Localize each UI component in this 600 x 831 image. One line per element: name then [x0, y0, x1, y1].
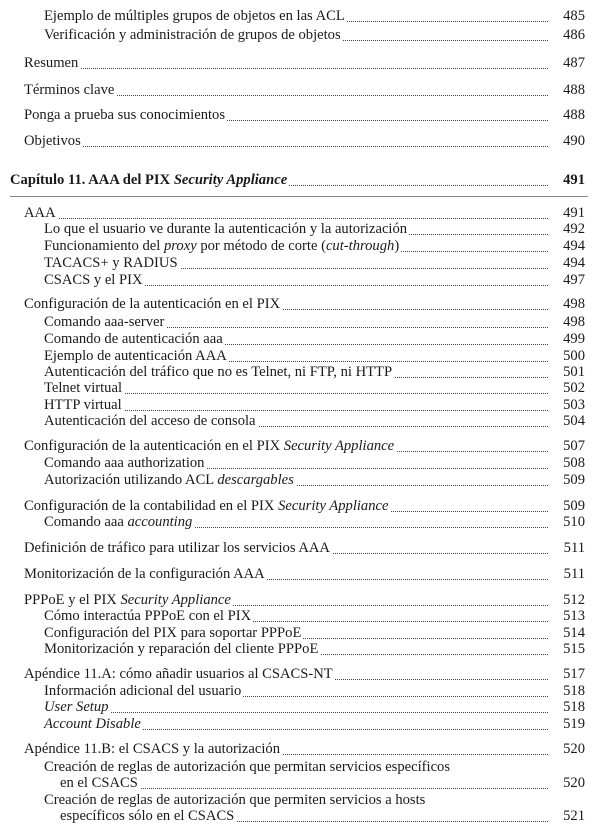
entry-title [60, 775, 140, 791]
toc-entry [24, 133, 585, 150]
toc-entry [24, 438, 585, 455]
toc-entry [24, 666, 585, 683]
page-number: 501 [563, 364, 585, 380]
entry-title-part: Apéndice 11.B: el CSACS y la autorización [24, 741, 281, 757]
entry-title [24, 540, 332, 556]
toc-entry [44, 221, 585, 238]
entry-title-part: User Setup [44, 699, 109, 715]
page-number: 485 [563, 8, 585, 24]
page-number: 490 [563, 133, 585, 149]
page-number: 497 [563, 272, 585, 288]
entry-title-part: Autenticación del acceso de consola [44, 413, 256, 429]
entry-title [44, 314, 166, 330]
toc-entry [44, 683, 585, 700]
toc-entry [60, 808, 585, 825]
page-number: 511 [563, 566, 585, 582]
toc-entry [44, 625, 585, 642]
entry-title-part: Comando de autenticación aaa [44, 331, 223, 347]
toc-entry [24, 296, 585, 313]
entry-title [24, 296, 282, 312]
entry-title [44, 413, 258, 429]
entry-title [24, 741, 282, 757]
page-number: 504 [563, 413, 585, 429]
toc-entry [44, 716, 585, 733]
toc-entry [44, 699, 585, 716]
page-number: 509 [563, 498, 585, 514]
entry-title [10, 172, 289, 188]
toc-entry [60, 775, 585, 792]
toc-entry [44, 413, 585, 430]
entry-title-part: Comando aaa authorization [44, 455, 205, 471]
entry-title [44, 625, 303, 641]
page-number: 519 [563, 716, 585, 732]
toc-entry [44, 472, 585, 489]
toc-entry [44, 8, 585, 25]
page-number: 494 [563, 238, 585, 254]
toc-entry [44, 27, 585, 44]
toc-entry [24, 498, 585, 515]
entry-title [44, 759, 452, 775]
entry-title-part: Funcionamiento del [44, 238, 164, 254]
toc-entry [44, 380, 585, 397]
page-number: 509 [563, 472, 585, 488]
entry-title-part: Configuración de la contabilidad en el PIX [24, 498, 279, 514]
entry-title-part: PPPoE y el PIX [24, 592, 121, 608]
entry-title-part: Security Appliance [283, 438, 395, 454]
entry-title-part: Lo que el usuario ve durante la autenticación y la autorización [44, 221, 408, 237]
page-number: 486 [563, 27, 585, 43]
entry-title-part: Verificación y administración de grupos de objetos [44, 27, 341, 43]
entry-title [44, 455, 206, 471]
page-number: 487 [563, 55, 585, 71]
entry-title-part: Objetivos [24, 133, 81, 149]
page-number: 488 [563, 107, 585, 123]
entry-title-part: AAA [24, 205, 56, 221]
entry-title [44, 364, 394, 380]
entry-title-part: Ejemplo de múltiples grupos de objetos en las ACL [44, 8, 345, 24]
page-number: 502 [563, 380, 585, 396]
toc-entry [24, 566, 585, 583]
entry-title [44, 716, 143, 732]
entry-title-part: Apéndice 11.A: cómo añadir usuarios al CSACS-NT [24, 666, 333, 682]
entry-title-part: por método de corte ( [196, 238, 326, 254]
page-number: 500 [563, 348, 585, 364]
page-number: 512 [563, 592, 585, 608]
entry-title-part: Comando aaa [44, 514, 128, 530]
entry-title-part: Autenticación del tráfico que no es Telnet, ni FTP, ni HTTP [44, 364, 393, 380]
toc-entry [44, 348, 585, 365]
page-number: 517 [563, 666, 585, 682]
entry-title [44, 272, 145, 288]
entry-title-part: Información adicional del usuario [44, 683, 242, 699]
entry-title-part: CSACS y el PIX [44, 272, 143, 288]
page-number: 520 [563, 741, 585, 757]
page-number: 508 [563, 455, 585, 471]
toc-entry [44, 759, 585, 776]
entry-title [24, 82, 116, 98]
page-number: 515 [563, 641, 585, 657]
page-number: 503 [563, 397, 585, 413]
entry-title-part: TACACS+ y RADIUS [44, 255, 178, 271]
entry-title [44, 27, 343, 43]
entry-title-part: Telnet virtual [44, 380, 122, 396]
entry-title-part: Ponga a prueba sus conocimientos [24, 107, 226, 123]
entry-title [44, 348, 229, 364]
toc-entry [24, 107, 585, 124]
entry-title [60, 808, 236, 824]
entry-title [44, 8, 347, 24]
toc-entry [44, 455, 585, 472]
toc-entry [44, 272, 585, 289]
entry-title [24, 107, 227, 123]
entry-title-part: Resumen [24, 55, 79, 71]
entry-title-part: ) [394, 238, 400, 254]
entry-title [24, 438, 396, 454]
page-number: 521 [563, 808, 585, 824]
entry-title [44, 792, 427, 808]
toc-entry [24, 55, 585, 72]
entry-title-part: Ejemplo de autenticación AAA [44, 348, 227, 364]
toc-entry [44, 364, 585, 381]
page-number: 488 [563, 82, 585, 98]
toc-entry [44, 314, 585, 331]
entry-title-part: cut-through [325, 238, 395, 254]
entry-title-part: Términos clave [24, 82, 115, 98]
entry-title-part: Security Appliance [120, 592, 231, 608]
dot-leader [24, 146, 548, 147]
dot-leader [24, 218, 548, 219]
toc-entry [44, 608, 585, 625]
entry-title [44, 472, 296, 488]
entry-title [44, 331, 225, 347]
page-number: 514 [563, 625, 585, 641]
page-number: 518 [563, 683, 585, 699]
entry-title-part: Account Disable [44, 716, 141, 732]
entry-title-part: Configuración del PIX para soportar PPPoE [44, 625, 302, 641]
entry-title [44, 608, 253, 624]
entry-title-part: Security Appliance [173, 172, 288, 188]
chapter-divider [10, 196, 588, 197]
entry-title [24, 55, 80, 71]
toc-entry [44, 397, 585, 414]
entry-title-part: Creación de reglas de autorización que permitan servicios específicos [44, 759, 451, 775]
entry-title [44, 683, 243, 699]
entry-title [44, 221, 409, 237]
entry-title [44, 641, 320, 657]
entry-title-part: específicos sólo en el CSACS [60, 808, 235, 824]
entry-title-part: Definición de tráfico para utilizar los servicios AAA [24, 540, 330, 556]
toc-entry [44, 792, 585, 809]
entry-title-part: Creación de reglas de autorización que permiten servicios a hosts [44, 792, 426, 808]
entry-title-part: descargables [217, 472, 294, 488]
entry-title-part: Configuración de la autenticación en el PIX [24, 438, 284, 454]
page-number: 498 [563, 314, 585, 330]
page-number: 492 [563, 221, 585, 237]
toc-entry [24, 540, 585, 557]
entry-title [24, 205, 58, 221]
entry-title [24, 666, 335, 682]
entry-title [24, 498, 390, 514]
entry-title [24, 592, 233, 608]
toc-entry [24, 741, 585, 758]
entry-title-part: Monitorización y reparación del cliente PPPoE [44, 641, 319, 657]
entry-title [24, 566, 267, 582]
entry-title-part: en el CSACS [60, 775, 138, 791]
toc-entry [44, 641, 585, 658]
entry-title [44, 238, 401, 254]
toc-entry [44, 331, 585, 348]
toc-entry [24, 205, 585, 222]
toc-entry [44, 238, 585, 255]
entry-title [44, 699, 110, 715]
entry-title [44, 255, 180, 271]
entry-title-part: Configuración de la autenticación en el PIX [24, 296, 281, 312]
page-number: 511 [563, 540, 585, 556]
page-number: 510 [563, 514, 585, 530]
entry-title-part: HTTP virtual [44, 397, 122, 413]
entry-title-part: Monitorización de la configuración AAA [24, 566, 265, 582]
entry-title-part: Security Appliance [278, 498, 389, 514]
entry-title-part: proxy [163, 238, 197, 254]
entry-title [44, 514, 194, 530]
entry-title-part: Autorización utilizando ACL [44, 472, 218, 488]
entry-title-part: Cómo interactúa PPPoE con el PIX [44, 608, 252, 624]
page-number: 498 [563, 296, 585, 312]
toc-entry [44, 514, 585, 531]
entry-title-part: Capítulo 11. AAA del PIX [10, 172, 174, 188]
dot-leader [24, 68, 548, 69]
entry-title-part: accounting [127, 514, 193, 530]
dot-leader [44, 712, 548, 713]
entry-title-part: Comando aaa-server [44, 314, 165, 330]
page-number: 513 [563, 608, 585, 624]
entry-title [44, 397, 124, 413]
page-number: 494 [563, 255, 585, 271]
page-number: 520 [563, 775, 585, 791]
entry-title [24, 133, 83, 149]
toc-entry [24, 82, 585, 99]
toc-entry [24, 592, 585, 609]
page-number: 499 [563, 331, 585, 347]
page-number: 518 [563, 699, 585, 715]
toc-entry [44, 255, 585, 272]
chapter-heading [10, 172, 585, 189]
page-number: 491 [563, 172, 585, 188]
page-number: 491 [563, 205, 585, 221]
entry-title [44, 380, 124, 396]
page-number: 507 [563, 438, 585, 454]
